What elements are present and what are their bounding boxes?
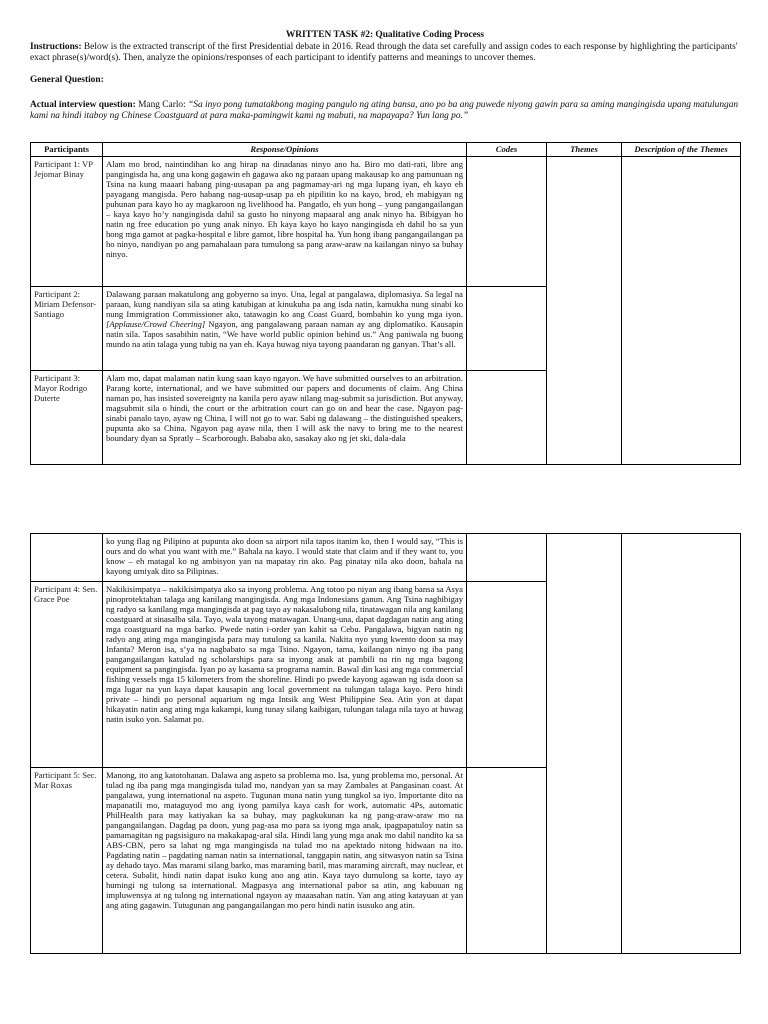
actual-question-speaker: Mang Carlo: [138, 100, 186, 110]
response-cell: Nakikisimpatya – nakikisimpatya ako sa inyong problema. Ang totoo po niyan ang ibang bansa sa Asya pinoprotektahan talaga ang kanilang mangingisda. Ang mga Indonesians ganun. Ang Tsina nagbibigay ng radyo sa kanilang mga mangingisda at pag tayo ay nakasalubong nila, tinatawagan nila ang kanilang coastguard at sinasalba sila. Tayo, wala tayong matawagan. Unang-una, dapat dagdagan natin ang ating mga coastguard na mga barko. Pwede natin i-order yan kahit sa Cebu. Pangalawa, bigyan natin ng radyo ang ating mga mangingisda para may tutulong sa kanila. Nakita nyo yung kwento doon sa may Infanta? Meron isa, s’ya na nagbabato sa mga Tsino. Ngayon, tama, kailangan ninyo ng iba pang pangangailangan katulad ng scholarships para sa inyong anak at pambili na rin ng mga bagong equipment sa pangingisda. Iyan po ay kasama sa programa namin. Bawal din kasi ang mga commercial fishing vessels mga 15 kilometers from the shoreline. Hindi po pwede kayong agawan ng isda doon sa mga lugar na yun kaya dapat kausapin ang local government na tulungan talaga kayo. Pero hindi private – hindi po personal aquarium ng mga Intsik ang West Philippine Sea. Atin yon at dapat hikayatin natin ang ating mga kakampi, kung tunay silang kaibigan, tulungan talaga nila tayo at huwag natin isuko yon. Salamat po. [103, 582, 467, 768]
description-cell[interactable] [622, 157, 741, 465]
response-cell [103, 287, 467, 371]
response-text: Ngayon, ang pangalawang paraan naman ay ang diplomatiko. Kausapin natin sila. Tapos sasabihin natin, “We have world public opinion behind us.” Ang paniwala ng buong mundo na atin talaga yung tubig na yan eh. Kaya huwag niya tayong paandaran ng ganyan. That’s all. [106, 319, 463, 349]
instructions-label: Instructions: [30, 42, 82, 52]
table-row [31, 534, 741, 582]
instructions [30, 42, 740, 64]
themes-cell[interactable] [547, 534, 622, 954]
table-row [31, 157, 741, 287]
participant-cell: Participant 5: Sec. Mar Roxas [31, 768, 103, 954]
instructions-text: Below is the extracted transcript of the first Presidential debate in 2016. Read through the data set carefully and assign codes to each response by highlighting the participants' exact phrase(s)/word(s). Then, analyze the opinions/responses of each participant to identify patterns and meanings to uncover themes. [30, 42, 738, 63]
actual-question-text: “Sa inyo pong tumatakbong maging pangulo ng ating bansa, ano po ba ang puwede niyong gawin para sa aming mangingisda upang matulungan kami na hindi itaboy ng Chinese Coastguard at para maka-pamingwit kami ng mabuti, na mapayapa? Yun lang po.” [30, 100, 739, 121]
themes-cell[interactable] [547, 157, 622, 465]
codes-cell[interactable] [467, 582, 547, 768]
header-codes: Codes [467, 143, 547, 157]
coding-table-continued [30, 533, 741, 954]
header-participants: Participants [31, 143, 103, 157]
codes-cell[interactable] [467, 371, 547, 465]
applause-note: [Applause/Crowd Cheering] [106, 319, 206, 329]
actual-question [30, 100, 740, 122]
participant-cell: Participant 3: Mayor Rodrigo Duterte [31, 371, 103, 465]
response-cell: Alam mo, dapat malaman natin kung saan kayo ngayon. We have submitted ourselves to an arbitration. Parang korte, international, and we have submitted our papers and documents of claim. Ang China naman po, has insisted sovereignty na kanila pero ayaw nilang mag-submit sa jurisdiction. But anyway, magsubmit sila o hindi, the court or the arbitration court can go on and hear the case. Ngayon pag-sinabi panalo tayo, ayaw ng China, I will not go to war. Sabi ng dalawang – the distinguished speakers, pupunta ako sa China. Ngayon pag ayaw nila, then I will ask the navy to bring me to the nearest boundary dyan sa Spratly – Scarborough. Bababa ako, sasakay ako ng jet ski, dala-dala [103, 371, 467, 465]
header-response: Response/Opinions [103, 143, 467, 157]
coding-table [30, 142, 741, 465]
codes-cell[interactable] [467, 534, 547, 582]
header-themes: Themes [547, 143, 622, 157]
codes-cell[interactable] [467, 768, 547, 954]
table-header-row [31, 143, 741, 157]
participant-cell: Participant 1: VP Jejomar Binay [31, 157, 103, 287]
codes-cell[interactable] [467, 287, 547, 371]
page-header [30, 30, 740, 122]
response-cell: ko yung flag ng Pilipino at pupunta ako doon sa airport nila tapos itanim ko, then I would say, “This is ours and do what you want with me.” Bahala na kayo. I would state that claim and if they want to, you know – eh matagal ko ng ambisyon yan na mapatay rin ako. Pag pinatay nila ako doon, bahala na kayong umiyak dito sa Pilipinas. [103, 534, 467, 582]
response-text: Dalawang paraan makatulong ang gobyerno sa inyo. Una, legal at pangalawa, diplomasiya. Sa legal na paraan, kung nandiyan sila sa ating katubigan at kinukuha pa ang isda natin, kamukha nung sinabi ko nung Immigration Commissioner ako, tatawagin ko ang Coast Guard, bombahin ko yung mga iyon. [106, 289, 463, 319]
page-title: WRITTEN TASK #2: Qualitative Coding Process [285, 30, 485, 40]
participant-cell: Participant 4: Sen. Grace Poe [31, 582, 103, 768]
description-cell[interactable] [622, 534, 741, 954]
response-cell: Manong, ito ang katotohanan. Dalawa ang aspeto sa problema mo. Isa, yung problema mo, personal. At tulad ng iba pang mga mangingisda tulad mo, nandyan yan sa may Zambales at Pangasinan coast. At pangalawa, yung international na aspeto. Tugunan muna natin yung tungkol sa iyo. Importante dito na mapanatili mo, mataguyod mo ang iyong pamilya kaya cash for work, automatic 4Ps, automatic PhilHealth para may katiyakan ka sa buhay, may pagkukunan ka ng pang-araw-araw mo na pangangailangan. Dagdag pa doon, yung pag-asa mo para sa iyong mga anak, ipagpapatuloy natin sa pamamagitan ng pagsisiguro na makakapag-aral sila. Hindi lang yung mga anak mo dahil nandito ka sa ABS-CBN, pero sa lahat ng mga mangingisda na tulad mo na apektado nitong hidwaan na ito. Pagdating natin – pagdating naman natin sa international, tanggapin natin, ang sitwasyon natin sa Tsina ay dehado tayo. Mas marami silang barko, mas maraming baril, mas maraming aircraft, may nuclear, et cetera. Subalit, hindi natin dapat isuko kung ano ang atin. Kaya tayo dumulong sa korte, tayo ay humingi ng tulong sa international. Magpasya ang international pabor sa atin, ang kabuuan ng impluwensya at ng tulong ng international ngayon ay maaasahan natin. Yan ang ating katayuan at yan ang ating gagawin. Tutugunan ang pangangailangan mo pero hindi natin isusuko ang atin. [103, 768, 467, 954]
response-cell: Alam mo brod, naintindihan ko ang hirap na dinadanas ninyo ano ha. Biro mo dati-rati, libre ang pangingisda ha, ang una kong gagawin eh gagawa ako ng paraan upang makausap ko ang pamunuan ng Tsina na kung maaari habang ping-uusapan pa ang pagmamay-ari ng mga lupang iyan, eh kayo eh payagang mangisda. Pero habang nag-uusap-usap pa eh pipilitin ko na kayo, brod, eh mabigyan ng puhunan para kayo ho ay magkaroon ng livelihood ha. Pangatlo, eh yun hong – yung pangangailangan – kaya kayo ho’y nangingisda dahil sa gusto ho ninyong mapaaral ang anak ninyo ha. Bibigyan ho natin ng free education po yung anak ninyo. Eh kaya kayo ho kayo nangingisda eh dahil ho sa yun hong mga gamot at pagka-hospital e libre gamot, libre hospital ha. Yun hong ibang pangangailangan pa ho ninyo, nandiyan po ang pamahalaan para tumulong sa pang araw-araw na kailangan ninyo sa buhay ninyo. [103, 157, 467, 287]
general-question-label: General Question: [30, 75, 104, 85]
participant-cell [31, 534, 103, 582]
actual-question-label: Actual interview question: [30, 100, 136, 110]
header-description: Description of the Themes [622, 143, 741, 157]
codes-cell[interactable] [467, 157, 547, 287]
participant-cell: Participant 2: Miriam Defensor-Santiago [31, 287, 103, 371]
